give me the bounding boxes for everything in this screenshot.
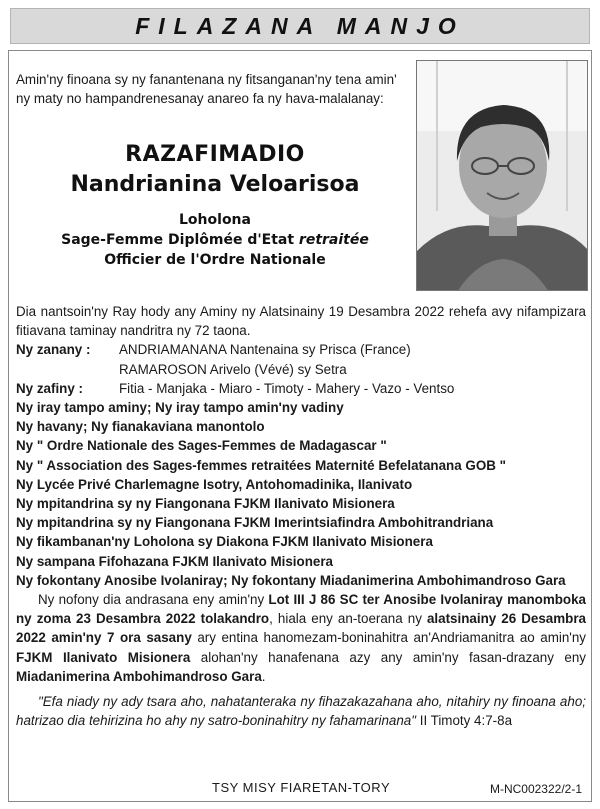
children-row xyxy=(16,340,586,359)
quote-text: "Efa niady ny ady tsara aho, nahatanteraka ny fihazakazahana aho, nitahiry ny finoana aho; hatrizao dia tehirizina ho ahy ny satro-boninahitry ny fahamarinana" xyxy=(16,694,586,729)
mourner-line: Ny fokontany Anosibe Ivolaniray; Ny fokontany Miadanimerina Ambohimandroso Gara xyxy=(16,572,566,588)
mourner-line: Ny sampana Fifohazana FJKM Ilanivato Misionera xyxy=(16,553,333,569)
grandchildren-row xyxy=(16,379,586,398)
deceased-given-names: Nandrianina Veloarisoa xyxy=(70,172,360,197)
grandchildren-list: Fitia - Manjaka - Miaro - Timoty - Mahery - Vazo - Ventso xyxy=(119,380,455,396)
deceased-title-order: Officier de l'Ordre Nationale xyxy=(104,252,326,268)
mourner-line: Ny " Association des Sages-femmes retraitées Maternité Befelatanana GOB " xyxy=(16,457,506,473)
funeral-details: Ny nofony dia andrasana eny amin'ny Lot III J 86 SC ter Anosibe Ivolaniray manomboka ny zoma 23 Desambra 2022 tolakandro, hiala eny an-toerana ny alatsinainy 26 Desambra 2022 amin'ny 7 ora sasany ary entina hanomezam-boninahitra an'Andriamanitra ao amin'ny FJKM Ilanivato Misionera alohan'ny hanafenana azy any amin'ny fasan-drazany eny Miadanimerina Ambohimandroso Gara. xyxy=(16,592,586,684)
deceased-block xyxy=(16,140,414,270)
banner-title: FILAZANA MANJO xyxy=(135,12,465,39)
death-notice: Dia nantsoin'ny Ray hody any Aminy ny Alatsinainy 19 Desambra 2022 rehefa avy nifampizara fitiavana taminay nandritra ny 72 taona. xyxy=(16,304,586,339)
children-line-2: RAMAROSON Arivelo (Vévé) sy Setra xyxy=(119,361,347,377)
deceased-title-midwife xyxy=(16,230,414,250)
bible-quote xyxy=(16,692,586,730)
reference-code: M-NC002322/2-1 xyxy=(489,782,582,796)
children-line-1: ANDRIAMANANA Nantenaina sy Prisca (France) xyxy=(119,342,411,358)
header-banner xyxy=(10,8,590,44)
portrait-photo xyxy=(416,60,588,291)
mourner-line: Ny fikambanan'ny Loholona sy Diakona FJKM Ilanivato Misionera xyxy=(16,534,433,550)
midwife-title-suffix: retraitée xyxy=(298,232,369,248)
mourner-line: Ny havany; Ny fianakaviana manontolo xyxy=(16,419,265,435)
footer xyxy=(16,780,586,800)
mourner-line: Ny " Ordre Nationale des Sages-Femmes de Madagascar " xyxy=(16,438,387,454)
deceased-surname: RAZAFIMADIO xyxy=(125,142,305,167)
deceased-title-elder: Loholona xyxy=(179,212,251,228)
mourner-line: Ny Lycée Privé Charlemagne Isotry, Antohomadinika, Ilanivato xyxy=(16,476,413,492)
mourner-line: Ny mpitandrina sy ny Fiangonana FJKM Ilanivato Misionera xyxy=(16,496,395,512)
children-label: Ny zanany : xyxy=(16,342,91,358)
grandchildren-label: Ny zafiny : xyxy=(16,380,83,396)
mourner-line: Ny mpitandrina sy ny Fiangonana FJKM Imerintsiafindra Ambohitrandriana xyxy=(16,515,494,531)
quote-reference: II Timoty 4:7-8a xyxy=(416,713,513,729)
mourner-line: Ny iray tampo aminy; Ny iray tampo amin'ny vadiny xyxy=(16,400,344,416)
notice-body xyxy=(16,302,586,730)
midwife-title-text: Sage-Femme Diplômée d'Etat xyxy=(61,232,295,248)
children-row-2 xyxy=(16,360,586,379)
signature-line: TSY MISY FIARETAN-TORY xyxy=(212,780,391,795)
intro-text: Amin'ny finoana sy ny fanantenana ny fitsanganan'ny tena amin' ny maty no hampandrenesanay anareo fa ny hava-malalanay: xyxy=(16,72,397,106)
portrait-image xyxy=(417,61,588,291)
